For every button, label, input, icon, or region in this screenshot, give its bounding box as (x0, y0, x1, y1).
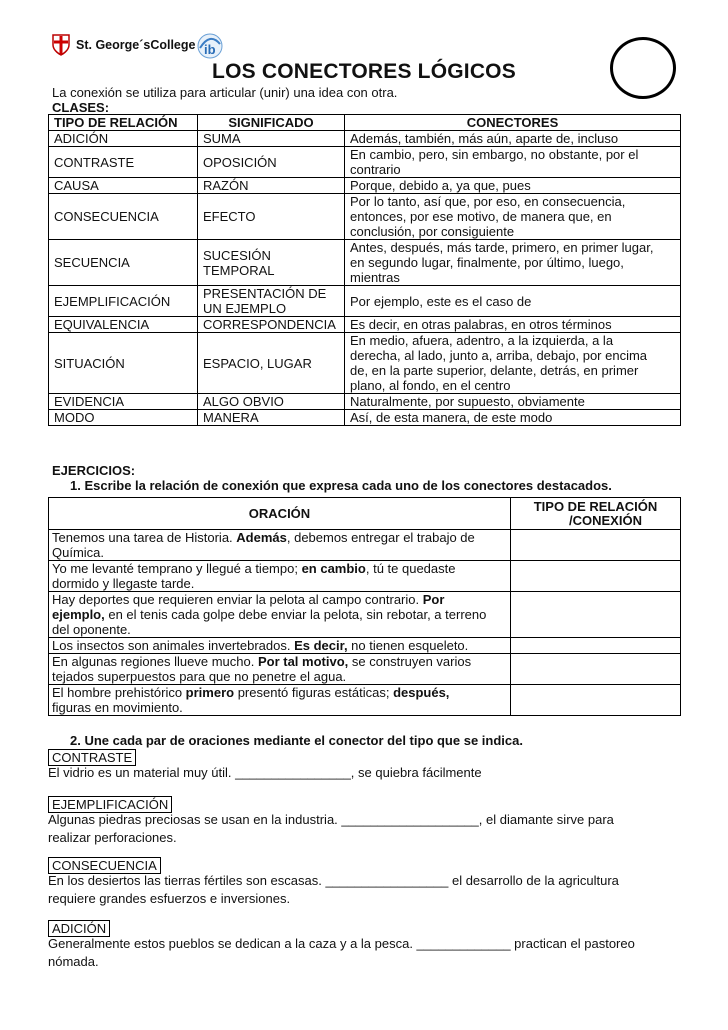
connector-highlight: ejemplo, (52, 607, 105, 622)
exercise-2-instruction: 2. Une cada par de oraciones mediante el conector del tipo que se indica. (70, 733, 523, 748)
sentence-pair-text: realizar perforaciones. (48, 830, 177, 845)
classes-row (49, 194, 681, 240)
cell-conectores: Por ejemplo, este es el caso de (345, 286, 681, 317)
answer-cell[interactable] (511, 638, 681, 654)
classes-row (49, 317, 681, 333)
school-name: St. George´sCollege (76, 38, 196, 52)
exercise-1-row (49, 592, 681, 638)
sentence-pair-text: requiere grandes esfuerzos e inversiones. (48, 891, 291, 906)
classes-row (49, 131, 681, 147)
cell-significado: SUCESIÓN TEMPORAL (198, 240, 345, 286)
sentence-pair-text: En los desiertos las tierras fértiles son escasas. _________________ el desarrollo de la agricultura (48, 873, 619, 888)
header-tipo-relacion (511, 498, 681, 530)
cell-tipo: SITUACIÓN (49, 333, 198, 394)
sentence-cell: Hay deportes que requieren enviar la pelota al campo contrario. Por ejemplo, en el tenis cada golpe debe enviar la pelota, sin rebotar, a terreno del oponente. (49, 592, 511, 638)
sentence-cell: El hombre prehistórico primero presentó figuras estáticas; después, figuras en movimiento. (49, 685, 511, 716)
classes-row (49, 147, 681, 178)
cell-significado: OPOSICIÓN (198, 147, 345, 178)
cell-significado: SUMA (198, 131, 345, 147)
page-title: LOS CONECTORES LÓGICOS (212, 60, 516, 83)
classes-row (49, 394, 681, 410)
classes-row (49, 178, 681, 194)
classes-row (49, 240, 681, 286)
connector-highlight: Es decir, (294, 638, 348, 653)
connector-highlight: después, (393, 685, 450, 700)
cell-conectores: Así, de esta manera, de este modo (345, 410, 681, 426)
school-crest-icon (52, 34, 70, 56)
header-tipo: TIPO DE RELACIÓN (49, 115, 198, 131)
connector-highlight: Por tal motivo, (257, 654, 349, 669)
header-oracion: ORACIÓN (49, 498, 511, 530)
relation-type-label: ADICIÓN (48, 920, 110, 937)
exercise-1-instruction: 1. Escribe la relación de conexión que expresa cada uno de los conectores destacados. (70, 478, 612, 493)
relation-type-label: CONTRASTE (48, 749, 136, 766)
connector-highlight: Además (236, 530, 287, 545)
answer-cell[interactable] (511, 530, 681, 561)
cell-conectores: Antes, después, más tarde, primero, en primer lugar, en segundo lugar, finalmente, por último, luego, mientras (345, 240, 681, 286)
cell-significado: MANERA (198, 410, 345, 426)
connector-highlight: en cambio (301, 561, 366, 576)
cell-conectores: Es decir, en otras palabras, en otros términos (345, 317, 681, 333)
cell-significado: ESPACIO, LUGAR (198, 333, 345, 394)
connectors-classes-table (48, 114, 681, 426)
sentence-pair-text: Algunas piedras preciosas se usan en la industria. ___________________, el diamante sirve para (48, 812, 614, 827)
cell-significado: CORRESPONDENCIA (198, 317, 345, 333)
cell-conectores: En cambio, pero, sin embargo, no obstante, por el contrario (345, 147, 681, 178)
connector-highlight: primero (185, 685, 235, 700)
sentence-cell: En algunas regiones llueve mucho. Por tal motivo, se construyen varios tejados superpuestos para que no penetre el agua. (49, 654, 511, 685)
exercises-label: EJERCICIOS: (52, 463, 136, 478)
header-tipo-line-2: /CONEXIÓN (569, 512, 642, 528)
relation-type-label: EJEMPLIFICACIÓN (48, 796, 172, 813)
exercise-1-table (48, 497, 681, 716)
ib-logo-icon (196, 30, 224, 60)
exercise-1-row (49, 561, 681, 592)
exercise-1-row (49, 654, 681, 685)
header-significado: SIGNIFICADO (198, 115, 345, 131)
cell-tipo: CONTRASTE (49, 147, 198, 178)
answer-cell[interactable] (511, 654, 681, 685)
exercise-1-row (49, 530, 681, 561)
classes-row (49, 333, 681, 394)
connector-highlight: Por (422, 592, 445, 607)
cell-tipo: EVIDENCIA (49, 394, 198, 410)
svg-text:ib: ib (204, 42, 216, 57)
header-conectores: CONECTORES (345, 115, 681, 131)
cell-conectores: Por lo tanto, así que, por eso, en consecuencia, entonces, por ese motivo, de manera que, en conclusión, por consiguiente (345, 194, 681, 240)
answer-cell[interactable] (511, 685, 681, 716)
cell-tipo: CONSECUENCIA (49, 194, 198, 240)
clases-label: CLASES: (52, 100, 110, 115)
exercise-1-row (49, 685, 681, 716)
answer-cell[interactable] (511, 561, 681, 592)
cell-tipo: MODO (49, 410, 198, 426)
classes-row (49, 410, 681, 426)
cell-tipo: EJEMPLIFICACIÓN (49, 286, 198, 317)
definition-text: La conexión se utiliza para articular (unir) una idea con otra. (52, 85, 398, 100)
cell-tipo: CAUSA (49, 178, 198, 194)
cell-conectores: Naturalmente, por supuesto, obviamente (345, 394, 681, 410)
cell-significado: RAZÓN (198, 178, 345, 194)
cell-conectores: Porque, debido a, ya que, pues (345, 178, 681, 194)
cell-significado: ALGO OBVIO (198, 394, 345, 410)
cell-tipo: SECUENCIA (49, 240, 198, 286)
cell-conectores: Además, también, más aún, aparte de, incluso (345, 131, 681, 147)
sentence-cell: Los insectos son animales invertebrados. Es decir, no tienen esqueleto. (49, 638, 511, 654)
cell-significado: PRESENTACIÓN DE UN EJEMPLO (198, 286, 345, 317)
sentence-pair-text: Generalmente estos pueblos se dedican a la caza y a la pesca. _____________ practican el pastoreo (48, 936, 635, 951)
header-tipo-line-1: TIPO DE RELACIÓN (533, 498, 658, 514)
blank-oval (610, 37, 676, 99)
sentence-pair-text: El vidrio es un material muy útil. ________________, se quiebra fácilmente (48, 765, 482, 780)
classes-row (49, 286, 681, 317)
cell-tipo: ADICIÓN (49, 131, 198, 147)
exercise-1-row (49, 638, 681, 654)
relation-type-label: CONSECUENCIA (48, 857, 161, 874)
sentence-cell: Yo me levanté temprano y llegué a tiempo; en cambio, tú te quedaste dormido y llegaste tarde. (49, 561, 511, 592)
cell-tipo: EQUIVALENCIA (49, 317, 198, 333)
sentence-pair-text: nómada. (48, 954, 99, 969)
sentence-cell: Tenemos una tarea de Historia. Además, debemos entregar el trabajo de Química. (49, 530, 511, 561)
cell-conectores: En medio, afuera, adentro, a la izquierda, a la derecha, al lado, junto a, arriba, debajo, por encima de, en la parte superior, delante, detrás, en primer plano, al fondo, en el centro (345, 333, 681, 394)
answer-cell[interactable] (511, 592, 681, 638)
cell-significado: EFECTO (198, 194, 345, 240)
